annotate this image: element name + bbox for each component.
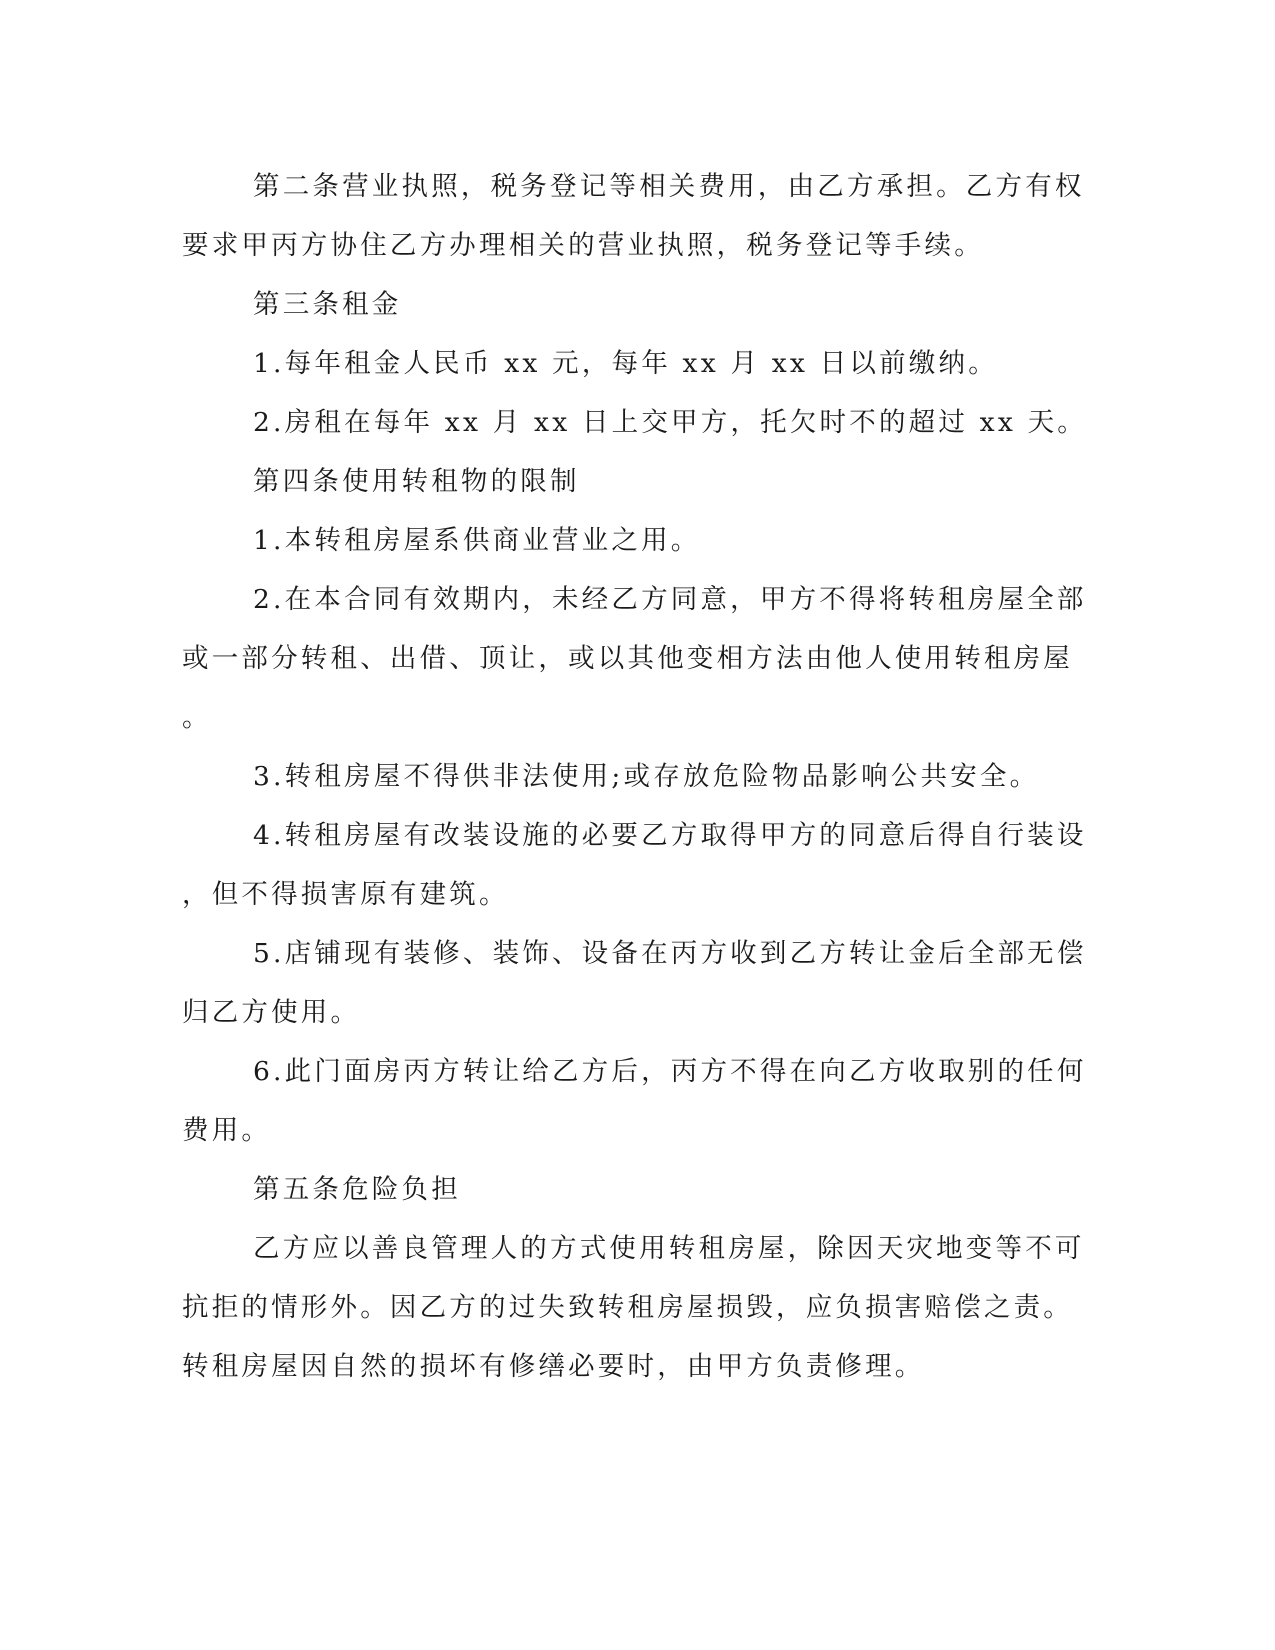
article-4-item-6-line-1: 6.此门面房丙方转让给乙方后，丙方不得在向乙方收取别的任何 xyxy=(253,1056,1087,1087)
article-4-item-4-line-2: ，但不得损害原有建筑。 xyxy=(182,879,509,910)
article-4-item-4-line-1: 4.转租房屋有改装设施的必要乙方取得甲方的同意后得自行装设 xyxy=(253,820,1087,851)
article-4-item-1: 1.本转租房屋系供商业营业之用。 xyxy=(253,525,701,556)
article-4-item-3: 3.转租房屋不得供非法使用;或存放危险物品影响公共安全。 xyxy=(253,761,1040,792)
article-5-heading: 第五条危险负担 xyxy=(253,1174,461,1205)
article-3-item-2: 2.房租在每年 xx 月 xx 日上交甲方，托欠时不的超过 xx 天。 xyxy=(253,407,1087,438)
article-4-item-5-line-1: 5.店铺现有装修、装饰、设备在丙方收到乙方转让金后全部无偿 xyxy=(253,938,1087,969)
article-4-item-6-line-2: 费用。 xyxy=(182,1115,272,1146)
article-5-body-line-1: 乙方应以善良管理人的方式使用转租房屋，除因天灾地变等不可 xyxy=(253,1233,1085,1264)
article-3-item-1: 1.每年租金人民币 xx 元，每年 xx 月 xx 日以前缴纳。 xyxy=(253,348,998,379)
article-4-item-2-line-3: 。 xyxy=(182,702,212,733)
article-2-line-2: 要求甲丙方协住乙方办理相关的营业执照，税务登记等手续。 xyxy=(182,230,984,261)
article-2-line-1: 第二条营业执照，税务登记等相关费用，由乙方承担。乙方有权 xyxy=(253,171,1085,202)
article-3-heading: 第三条租金 xyxy=(253,289,402,320)
article-4-item-5-line-2: 归乙方使用。 xyxy=(182,997,361,1028)
article-5-body-line-2: 抗拒的情形外。因乙方的过失致转租房屋损毁，应负损害赔偿之责。 xyxy=(182,1292,1073,1323)
article-4-item-2-line-2: 或一部分转租、出借、顶让，或以其他变相方法由他人使用转租房屋 xyxy=(182,643,1073,674)
article-4-item-2-line-1: 2.在本合同有效期内，未经乙方同意，甲方不得将转租房屋全部 xyxy=(253,584,1087,615)
article-5-body-line-3: 转租房屋因自然的损坏有修缮必要时，由甲方负责修理。 xyxy=(182,1351,925,1382)
document-body xyxy=(182,157,1087,1396)
article-4-heading: 第四条使用转租物的限制 xyxy=(253,466,580,497)
